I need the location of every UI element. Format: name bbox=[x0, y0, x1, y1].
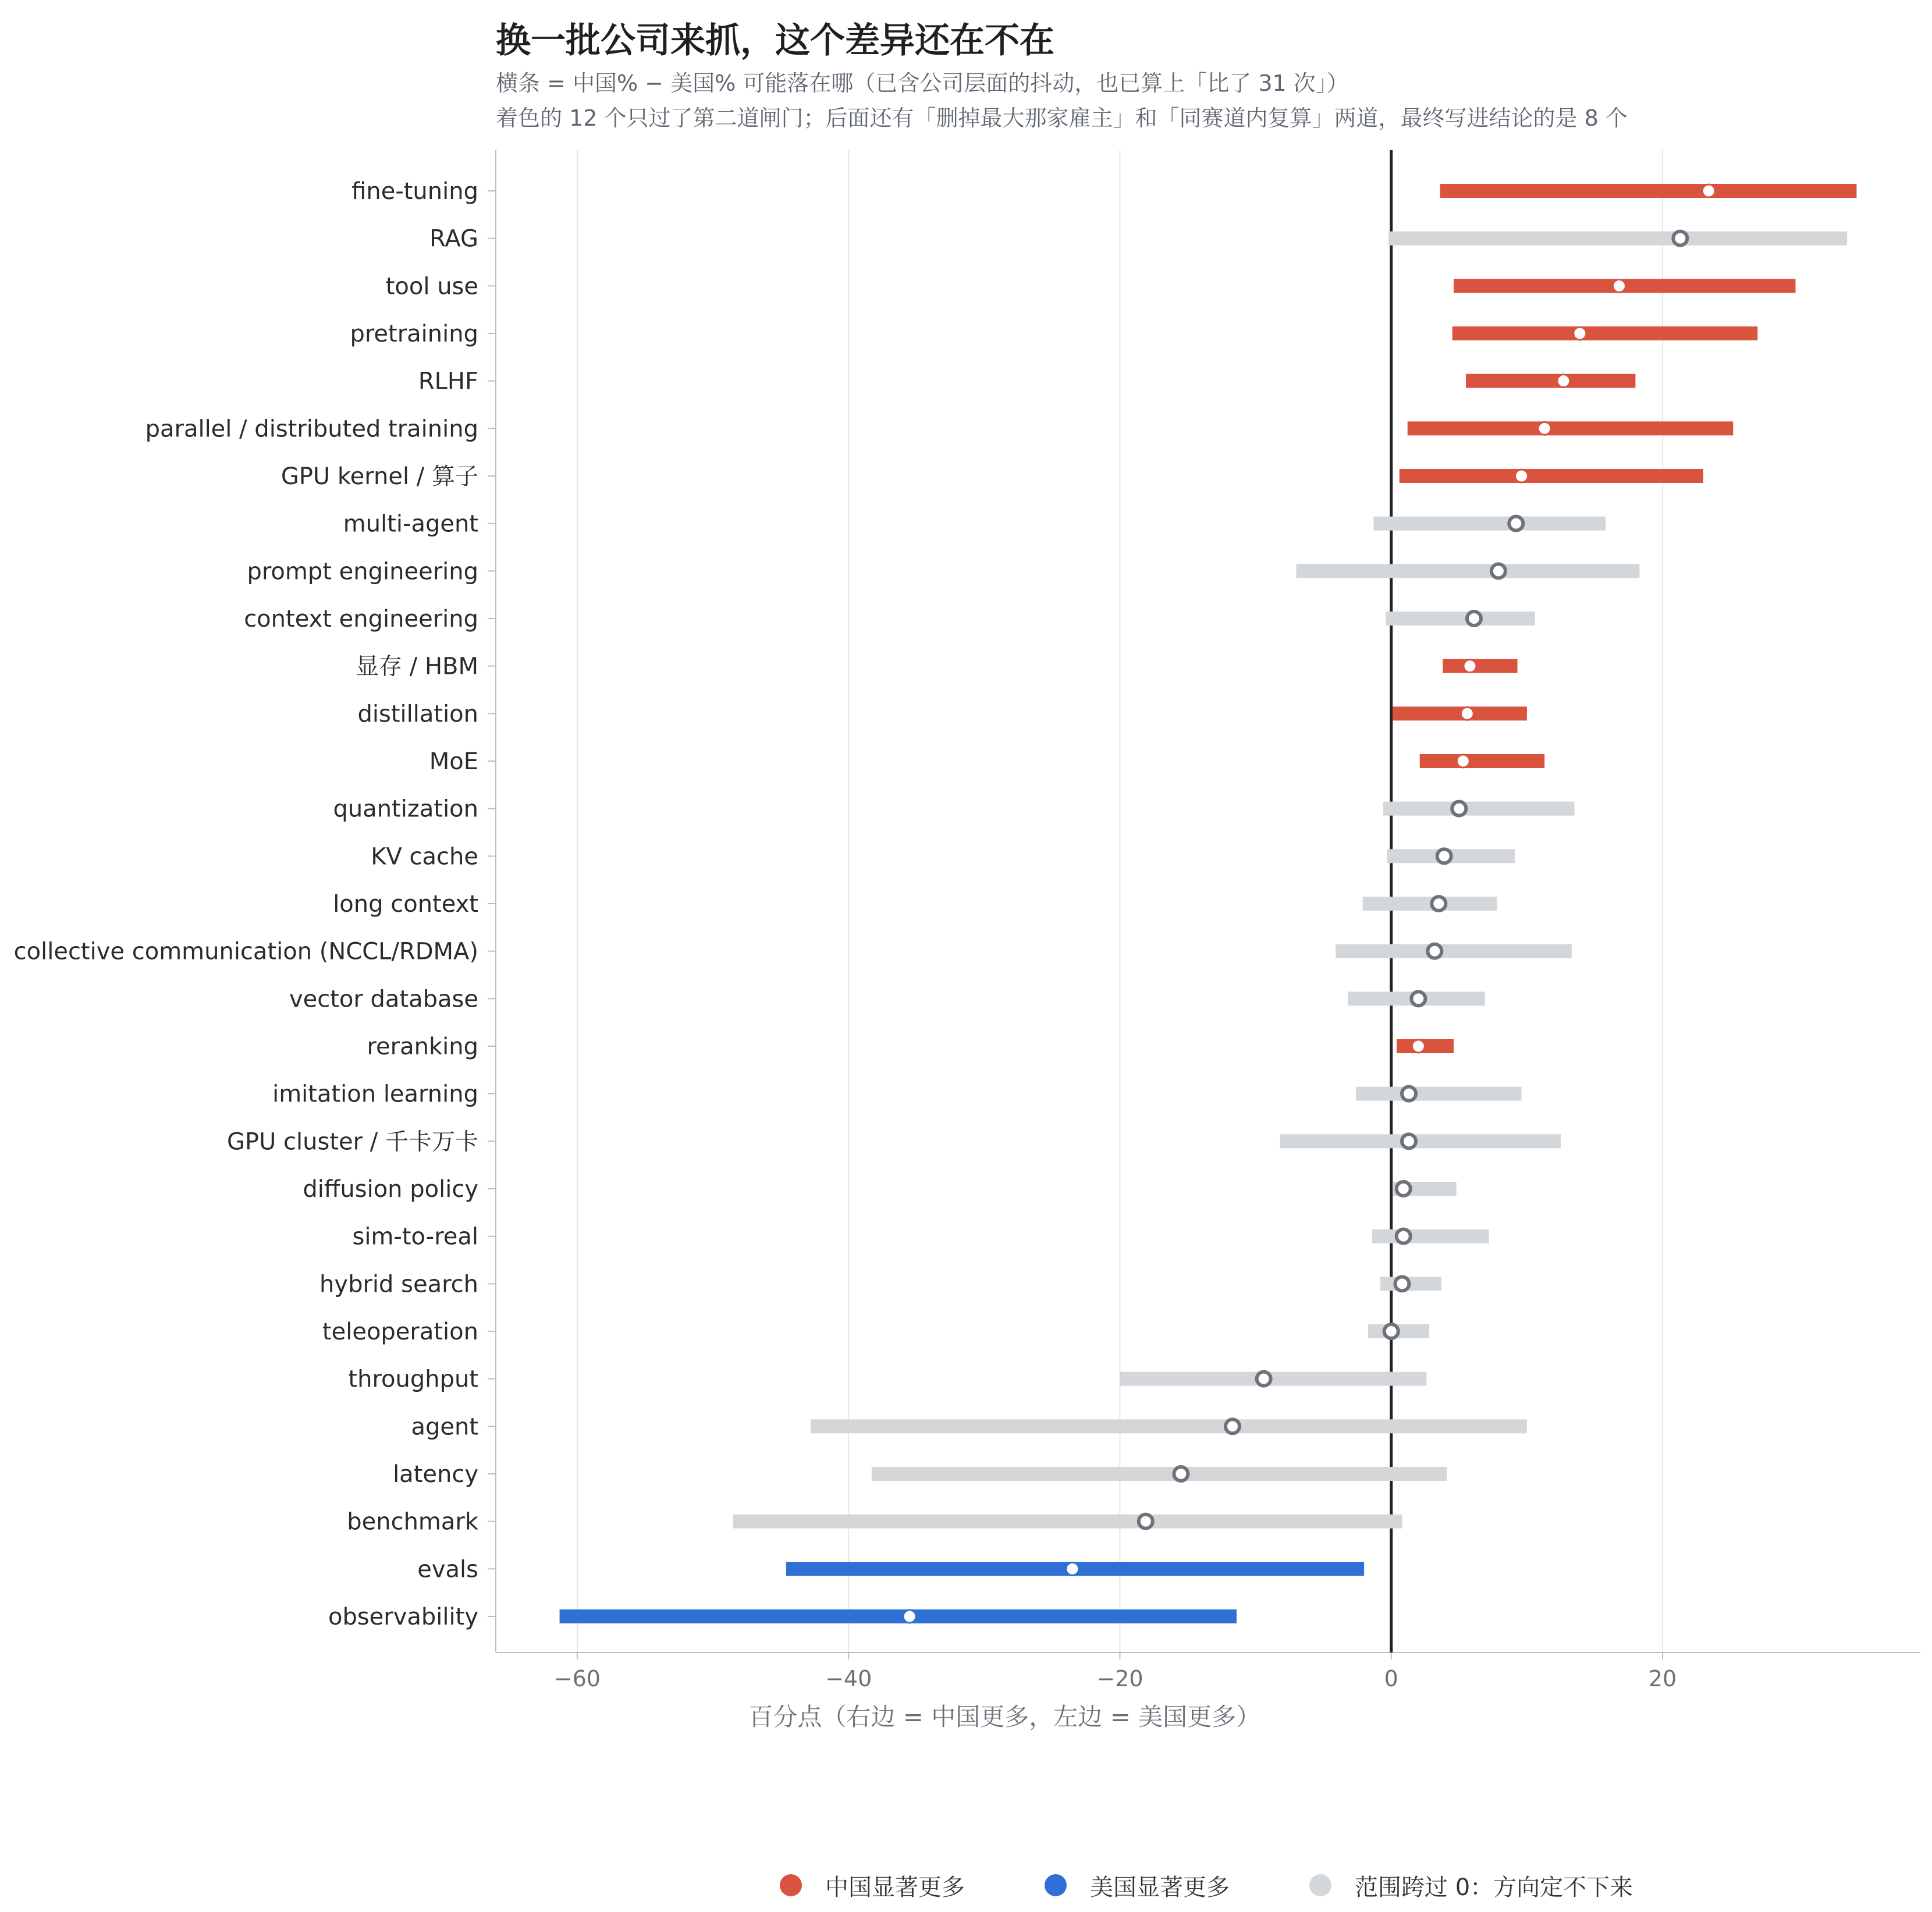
estimate-point-multi-agent bbox=[1509, 517, 1523, 531]
y-label-rag: RAG bbox=[429, 225, 478, 253]
interval-bar-显存-hbm bbox=[1443, 659, 1517, 673]
legend-swatch-neutral bbox=[1309, 1874, 1331, 1896]
estimate-point-vector-database bbox=[1411, 991, 1425, 1005]
legend-swatch-us bbox=[1045, 1874, 1067, 1896]
interval-bar-gpu-cluster-千卡万卡 bbox=[1280, 1134, 1561, 1148]
x-tick-label: −20 bbox=[1096, 1666, 1143, 1691]
interval-bar-collective-communication-nccl-rdma bbox=[1336, 944, 1572, 958]
estimate-point-parallel-distributed-training bbox=[1538, 422, 1551, 435]
estimate-point-quantization bbox=[1452, 802, 1466, 816]
legend-label-china: 中国显著更多 bbox=[825, 1874, 965, 1901]
estimate-point-long-context bbox=[1432, 897, 1446, 911]
estimate-point-pretraining bbox=[1574, 327, 1586, 340]
y-label-pretraining: pretraining bbox=[350, 321, 478, 347]
y-label-evals: evals bbox=[417, 1556, 478, 1583]
y-label-throughput: throughput bbox=[348, 1366, 478, 1393]
interval-bar-prompt-engineering bbox=[1297, 564, 1640, 578]
y-label-fine-tuning: fine-tuning bbox=[351, 178, 478, 205]
y-label-gpu-cluster-千卡万卡: GPU cluster / 千卡万卡 bbox=[226, 1128, 478, 1156]
interval-bar-quantization bbox=[1383, 802, 1575, 816]
estimate-point-moe bbox=[1457, 755, 1469, 767]
estimate-point-gpu-kernel-算子 bbox=[1515, 470, 1528, 482]
interval-bar-moe bbox=[1420, 754, 1544, 768]
interval-bar-imitation-learning bbox=[1356, 1087, 1521, 1101]
interval-bar-hybrid-search bbox=[1380, 1277, 1441, 1291]
y-label-collective-communication-nccl-rdma: collective communication (NCCL/RDMA) bbox=[13, 938, 478, 965]
y-label-reranking: reranking bbox=[367, 1033, 478, 1060]
x-tick-label: 20 bbox=[1648, 1666, 1677, 1691]
estimate-point-distillation bbox=[1461, 707, 1473, 720]
y-label-quantization: quantization bbox=[333, 795, 478, 823]
estimate-point-evals bbox=[1066, 1562, 1079, 1575]
interval-bar-observability bbox=[560, 1609, 1237, 1623]
y-label-diffusion-policy: diffusion policy bbox=[303, 1176, 478, 1203]
estimate-point-diffusion-policy bbox=[1397, 1182, 1411, 1196]
legend-label-neutral: 范围跨过 0：方向定不下来 bbox=[1355, 1874, 1633, 1901]
estimate-point-gpu-cluster-千卡万卡 bbox=[1402, 1134, 1416, 1148]
y-label-context-engineering: context engineering bbox=[244, 606, 478, 632]
y-label-vector-database: vector database bbox=[289, 986, 478, 1013]
estimate-point-agent bbox=[1226, 1419, 1240, 1433]
estimate-point-collective-communication-nccl-rdma bbox=[1427, 944, 1441, 958]
estimate-point-imitation-learning bbox=[1402, 1087, 1416, 1101]
interval-bar-context-engineering bbox=[1386, 612, 1535, 626]
chart-subtitle-line-2: 着色的 12 个只过了第二道闸门；后面还有「删掉最大那家雇主」和「同赛道内复算」两道，最终写进结论的是 8 个 bbox=[496, 105, 1628, 131]
estimate-point-sim-to-real bbox=[1397, 1229, 1411, 1243]
y-label-rlhf: RLHF bbox=[418, 368, 478, 395]
y-label-multi-agent: multi-agent bbox=[343, 510, 478, 538]
interval-bar-fine-tuning bbox=[1440, 184, 1857, 198]
legend-item-neutral bbox=[1309, 1865, 1633, 1906]
estimate-point-latency bbox=[1174, 1467, 1188, 1481]
interval-bar-rlhf bbox=[1466, 374, 1635, 388]
estimate-point-reranking bbox=[1412, 1040, 1425, 1053]
estimate-point-显存-hbm bbox=[1464, 660, 1476, 673]
y-label-teleoperation: teleoperation bbox=[322, 1319, 478, 1345]
x-tick-label: −60 bbox=[553, 1666, 601, 1691]
interval-bar-multi-agent bbox=[1373, 517, 1606, 531]
estimate-point-benchmark bbox=[1139, 1515, 1153, 1529]
y-label-tool-use: tool use bbox=[385, 273, 478, 300]
interval-bar-latency bbox=[872, 1467, 1447, 1481]
legend bbox=[0, 1865, 1932, 1906]
chart-title: 换一批公司来抓，这个差异还在不在 bbox=[496, 20, 1054, 61]
estimate-point-context-engineering bbox=[1467, 612, 1481, 626]
interval-bar-parallel-distributed-training bbox=[1408, 421, 1734, 435]
interval-bar-agent bbox=[811, 1419, 1527, 1433]
y-label-显存-hbm: 显存 / HBM bbox=[356, 653, 478, 680]
legend-item-us bbox=[1045, 1865, 1230, 1906]
y-label-benchmark: benchmark bbox=[347, 1508, 478, 1536]
interval-bar-long-context bbox=[1363, 897, 1497, 911]
interval-bar-distillation bbox=[1393, 706, 1527, 720]
estimate-point-kv-cache bbox=[1437, 849, 1451, 863]
y-label-gpu-kernel-算子: GPU kernel / 算子 bbox=[280, 463, 478, 490]
interval-bar-pretraining bbox=[1452, 326, 1758, 340]
estimate-point-hybrid-search bbox=[1395, 1277, 1409, 1291]
y-label-observability: observability bbox=[328, 1604, 478, 1630]
y-label-agent: agent bbox=[411, 1413, 478, 1441]
y-label-hybrid-search: hybrid search bbox=[319, 1271, 478, 1298]
estimate-point-observability bbox=[903, 1610, 916, 1623]
estimate-point-throughput bbox=[1257, 1372, 1271, 1386]
interval-bar-sim-to-real bbox=[1372, 1229, 1489, 1243]
interval-bar-throughput bbox=[1120, 1372, 1426, 1386]
y-label-moe: MoE bbox=[429, 748, 478, 775]
x-tick-label: −40 bbox=[825, 1666, 872, 1691]
y-label-distillation: distillation bbox=[357, 701, 478, 728]
interval-bar-gpu-kernel-算子 bbox=[1400, 469, 1703, 483]
legend-swatch-china bbox=[780, 1874, 802, 1896]
y-label-kv-cache: KV cache bbox=[371, 843, 478, 870]
chart-subtitle-line-1: 横条 = 中国% − 美国% 可能落在哪（已含公司层面的抖动，也已算上「比了 31 次」） bbox=[496, 70, 1349, 96]
estimate-point-prompt-engineering bbox=[1491, 564, 1505, 578]
legend-label-us: 美国显著更多 bbox=[1090, 1874, 1230, 1901]
estimate-point-tool-use bbox=[1613, 279, 1625, 292]
estimate-point-rag bbox=[1673, 232, 1687, 246]
y-label-imitation-learning: imitation learning bbox=[272, 1081, 478, 1108]
estimate-point-fine-tuning bbox=[1702, 184, 1715, 197]
y-label-latency: latency bbox=[393, 1461, 478, 1488]
x-axis-label: 百分点（右边 = 中国更多，左边 = 美国更多） bbox=[748, 1703, 1261, 1731]
x-tick-label: 0 bbox=[1384, 1666, 1398, 1691]
interval-bar-benchmark bbox=[733, 1515, 1402, 1529]
y-label-prompt-engineering: prompt engineering bbox=[247, 558, 478, 585]
y-label-sim-to-real: sim-to-real bbox=[352, 1223, 478, 1250]
y-label-long-context: long context bbox=[333, 891, 478, 918]
y-label-parallel-distributed-training: parallel / distributed training bbox=[145, 415, 478, 443]
estimate-point-teleoperation bbox=[1384, 1324, 1398, 1338]
legend-item-china bbox=[780, 1865, 965, 1906]
interval-bar-rag bbox=[1388, 232, 1847, 246]
estimate-point-rlhf bbox=[1557, 375, 1570, 388]
